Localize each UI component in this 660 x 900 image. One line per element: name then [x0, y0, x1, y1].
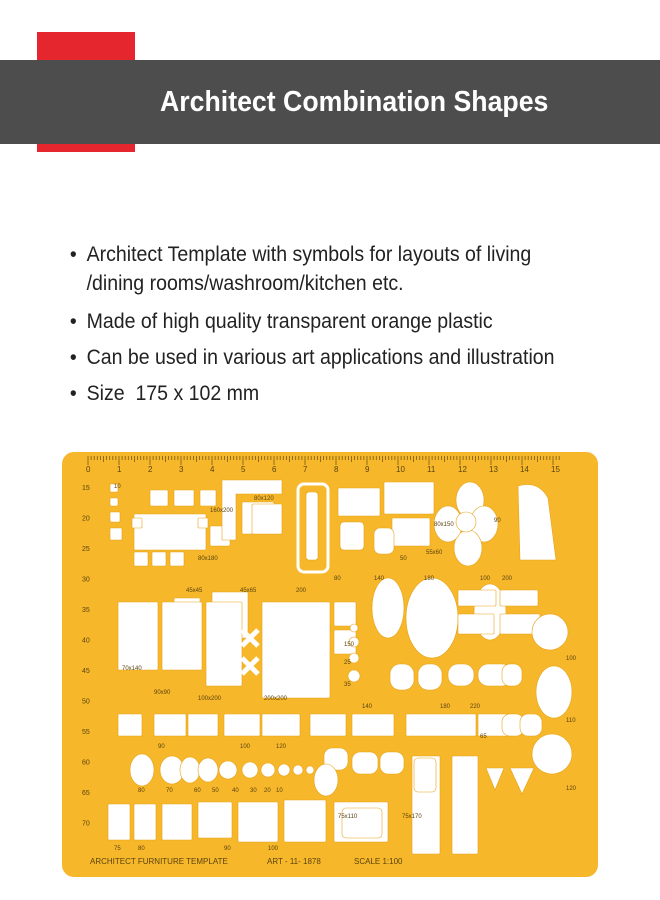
cutout-rect [338, 488, 380, 516]
cutout-label: 30 [250, 788, 257, 794]
cutout-rect [502, 664, 522, 686]
cutout-label: 10 [276, 788, 283, 794]
ruler-top-label: 14 [520, 465, 529, 474]
ruler-top-label: 12 [458, 465, 467, 474]
cutout-rect [162, 804, 192, 840]
cutout-label: 90 [158, 744, 165, 750]
cutout-label: 70 [166, 788, 173, 794]
cutout-rect [170, 552, 184, 566]
cutout-label: 20 [264, 788, 271, 794]
ruler-left-label: 45 [82, 668, 90, 675]
cutout-rect [134, 804, 156, 840]
ruler-top-label: 10 [396, 465, 405, 474]
cutout-label: 75x110 [338, 814, 358, 820]
cutout-rect [352, 714, 394, 736]
ruler-left-label: 35 [82, 607, 90, 614]
cutout-rect [452, 756, 478, 854]
ruler-left-label: 25 [82, 546, 90, 553]
cutout-circle [219, 761, 237, 779]
cutout-rect [458, 614, 494, 634]
cutout-rect [110, 512, 120, 522]
cutout-rect [238, 802, 278, 842]
cutout-label: 100 [240, 744, 251, 750]
ruler-top-label: 0 [86, 465, 91, 474]
cutout-label: 65 [480, 734, 487, 740]
cutout-rect [448, 664, 474, 686]
cutout-ellipse [536, 666, 572, 718]
cutout-circle [242, 762, 258, 778]
cutout-label: 140 [374, 576, 385, 582]
cutout-ellipse [406, 578, 458, 658]
ruler-left-label: 30 [82, 576, 90, 584]
cutout-rect [500, 590, 538, 606]
cutout-ellipse [372, 578, 404, 638]
ruler-left-label: 60 [82, 759, 90, 767]
cutout-circle [261, 763, 275, 777]
cutout-rect [198, 802, 232, 838]
cutout-rect [206, 602, 242, 686]
cutout-label: 100 [480, 576, 491, 582]
cutout-rect [110, 498, 118, 506]
cutout-label: 90 [494, 518, 501, 524]
cutout-rect [118, 714, 142, 736]
cutout-rect [306, 492, 318, 560]
cutout-label: 45x45 [186, 588, 203, 594]
feature-text: /dining rooms/washroom/kitchen etc. [86, 272, 404, 295]
cutout-circle [532, 734, 572, 774]
ruler-top-label: 13 [489, 465, 498, 474]
cutout-rect [310, 714, 346, 736]
cutout-ellipse [130, 754, 154, 786]
cutout-rect [352, 752, 378, 774]
cutout-rect [380, 752, 404, 774]
cutout-label: 80x180 [198, 556, 218, 562]
cutout-label: 80 [334, 576, 341, 582]
cutout-rect [154, 714, 186, 736]
bullet-icon: • [69, 243, 77, 266]
cutout-circle [348, 670, 360, 682]
architect-template [62, 452, 598, 877]
cutout-label: 80 [138, 846, 145, 852]
ruler-top-label: 2 [148, 465, 153, 474]
cutout-label: 80x120 [254, 496, 274, 502]
cutout-label: 60 [194, 788, 201, 794]
ruler-top-label: 1 [117, 465, 122, 474]
feature-item [68, 307, 607, 336]
cutout-rect [174, 490, 194, 506]
cutout-ellipse [180, 757, 200, 783]
ruler-top-label: 15 [551, 465, 560, 474]
cutout-ellipse [314, 764, 338, 796]
cutout-label: 10 [114, 484, 121, 490]
cutout-rect [392, 518, 430, 546]
cutout-rect [284, 800, 326, 842]
cutout-rect [132, 518, 142, 528]
bullet-icon: • [69, 310, 77, 333]
cutout-label: 80 [138, 788, 145, 794]
page-title: Architect Combination Shapes [160, 86, 549, 118]
cutout-label: 45x65 [240, 588, 257, 594]
cutout-label: 150 [344, 642, 355, 648]
cutout-label: 90 [224, 846, 231, 852]
cutout-rect [110, 528, 122, 540]
cutout-rect [458, 590, 496, 606]
feature-text: Size 175 x 102 mm [86, 382, 260, 405]
cutout-ellipse [198, 758, 218, 782]
bullet-icon: • [69, 346, 77, 369]
cutout-label: 55x60 [426, 550, 443, 556]
ruler-top-label: 11 [427, 465, 436, 474]
cutout-rect [224, 714, 260, 736]
cutout-rect [384, 482, 434, 514]
cutout-label: 120 [276, 744, 287, 750]
cutout-label: 50 [212, 788, 219, 794]
feature-text: Architect Template with symbols for layouts of living [86, 243, 532, 266]
cutout-rect [200, 490, 216, 506]
cutout-label: 100 [268, 846, 279, 852]
cutout-rect [262, 714, 300, 736]
cutout-rect [390, 664, 414, 690]
cutout-label: 100 [566, 656, 577, 662]
cutout-rect [134, 552, 148, 566]
cutout-label: 120 [566, 786, 577, 792]
cutout-circle [278, 764, 290, 776]
cutout-label: 220 [470, 704, 481, 710]
cutout-rect [150, 490, 168, 506]
cutout-label: 75x170 [402, 814, 422, 820]
cutout-label: 80x150 [434, 522, 454, 528]
ruler-left-label: 40 [82, 637, 90, 645]
cutout-label: 180 [440, 704, 451, 710]
cutout-rect [418, 664, 442, 690]
ruler-top-label: 7 [303, 465, 308, 474]
feature-item [68, 379, 607, 408]
cutout-circle [306, 766, 314, 774]
cutout-rect [252, 504, 282, 534]
cutout-rect [342, 808, 382, 838]
ruler-left-label: 55 [82, 729, 90, 736]
cutout-rect [188, 714, 218, 736]
cutout-label: 100x200 [198, 696, 222, 702]
cutout-rect [520, 714, 542, 736]
feature-text: Made of high quality transparent orange plastic [86, 310, 493, 333]
feature-item [68, 240, 607, 298]
cutout-label: 200 [296, 588, 307, 594]
cutout-label: 180 [424, 576, 435, 582]
cutout-label: 110 [566, 718, 576, 724]
cutout-rect [108, 804, 130, 840]
ruler-left-label: 20 [82, 515, 90, 523]
cutout-label: 160x200 [210, 508, 234, 514]
ruler-top-label: 5 [241, 465, 246, 474]
cutout-circle [293, 765, 303, 775]
cutout-label: 140 [362, 704, 373, 710]
cutout-rect [162, 602, 202, 670]
cutout-label: 200 [502, 576, 513, 582]
cutout-label: 25 [344, 660, 351, 666]
cutout-label: 75 [114, 846, 121, 852]
cutout-label: 70x140 [122, 666, 142, 672]
cutout-circle [532, 614, 568, 650]
cutout-rect [134, 514, 206, 550]
ruler-top-label: 3 [179, 465, 184, 474]
cutout-label: 200x200 [264, 696, 288, 702]
cutout-rect [118, 602, 158, 670]
cutout-rect [262, 602, 330, 698]
cutout-rect [414, 758, 436, 792]
cutout-label: 90x90 [154, 690, 171, 696]
template-scale: SCALE 1:100 [354, 857, 403, 866]
cutout-circle [350, 624, 358, 632]
template-art-number: ART - 11- 1878 [267, 857, 321, 866]
cutout-label: 35 [344, 682, 351, 688]
cutout-rect [340, 522, 364, 550]
cutout-label: 40 [232, 788, 239, 794]
feature-item [68, 343, 607, 372]
ruler-top-label: 8 [334, 465, 339, 474]
cutout-rect [334, 602, 356, 626]
ruler-left-label: 50 [82, 698, 90, 706]
ruler-left-label: 65 [82, 790, 90, 797]
ruler-left-label: 70 [82, 820, 90, 828]
cutout-rect [198, 518, 208, 528]
cutout-circle [456, 512, 476, 532]
template-name: ARCHITECT FURNITURE TEMPLATE [90, 857, 228, 866]
feature-text: Can be used in various art applications and illustration [86, 346, 555, 369]
cutout-rect [406, 714, 476, 736]
ruler-top-label: 4 [210, 465, 215, 474]
template-graphic [62, 452, 598, 877]
feature-list [68, 240, 648, 408]
ruler-top-label: 9 [365, 465, 370, 474]
cutout-rect [374, 528, 394, 554]
ruler-top-label: 6 [272, 465, 277, 474]
cutout-label: 50 [400, 556, 407, 562]
ruler-left-label: 15 [82, 485, 90, 492]
cutout-rect [152, 552, 166, 566]
bullet-icon: • [69, 382, 77, 405]
